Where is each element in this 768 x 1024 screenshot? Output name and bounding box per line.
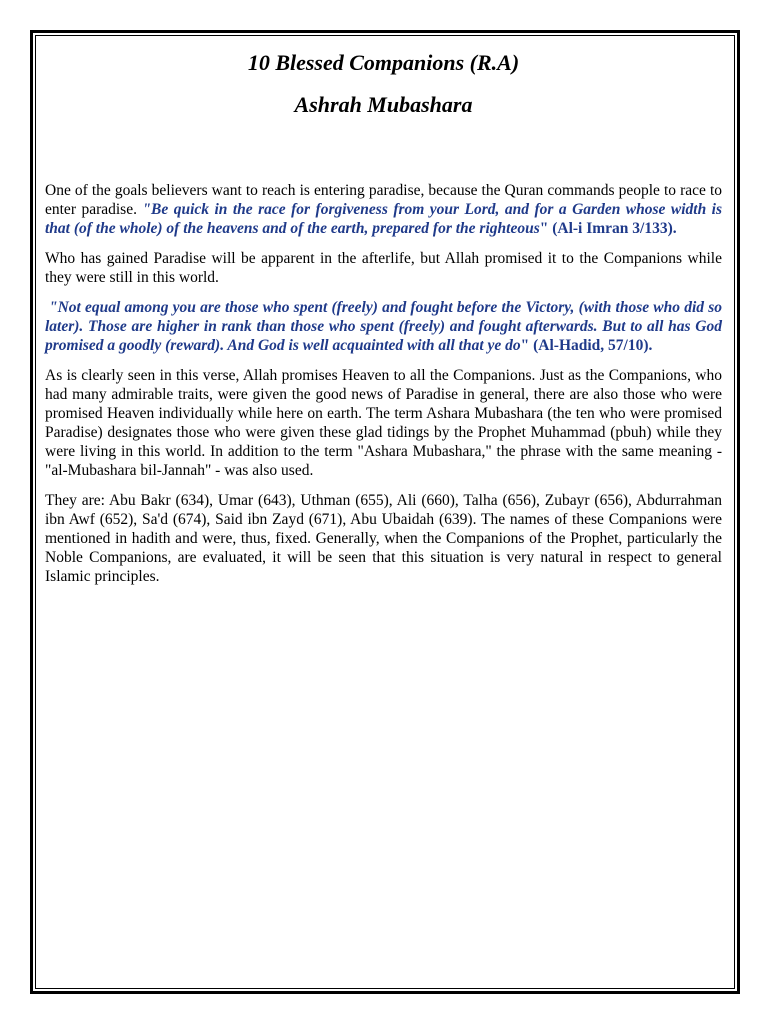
- paragraph-hadid-quote: [45, 298, 722, 355]
- document-paragraphs: [45, 181, 722, 586]
- document-subtitle: Ashrah Mubashara: [294, 92, 473, 117]
- paragraph-intro: [45, 181, 722, 238]
- paragraph-companions-list: They are: Abu Bakr (634), Umar (643), Uthman (655), Ali (660), Talha (656), Zubayr (656), Abdurrahman ibn Awf (652), Sa'd (674), Said ibn Zayd (671), Abu Ubaidah (639). The names of these Companions were mentioned in hadith and were, thus, fixed. Generally, when the Companions of the Prophet, particularly the Noble Companions, are evaluated, it will be seen that this situation is very natural in respect to general Islamic principles.: [45, 492, 722, 585]
- document-title: 10 Blessed Companions (R.A): [247, 50, 520, 75]
- document-body: [45, 48, 722, 597]
- paragraph-ashara-mubashara: As is clearly seen in this verse, Allah promises Heaven to all the Companions. Just as the Companions, who had many admirable traits, were given the good news of Paradise in general, there are also those who were promised Heaven individually while here on earth. The term Ashara Mubashara (the ten who were promised Paradise) designates those who were given these glad tidings by the Prophet Muhammad (pbuh) while they were living in this world. In addition to the term "Ashara Mubashara," the phrase with the same meaning - "al-Mubashara bil-Jannah" - was also used.: [45, 367, 722, 479]
- paragraph-paradise: Who has gained Paradise will be apparent in the afterlife, but Allah promised it to the Companions while they were still in this world.: [45, 250, 722, 286]
- quran-reference-hadid: " (Al-Hadid, 57/10).: [520, 337, 653, 354]
- paragraph-intro-text: One of the goals believers want to reach is entering paradise, because the Quran commands people to race to enter paradise.: [45, 182, 722, 218]
- quran-quote-hadid: "Not equal among you are those who spent (freely) and fought before the Victory, (with those who did so later). Those are higher in rank than those who spent (freely) and fought afterwards. But to all has God promised a goodly (reward). And God is well acquainted with all that ye do: [45, 299, 722, 354]
- quran-reference-imran: " (Al-i Imran 3/133).: [539, 220, 677, 237]
- quran-quote-imran: "Be quick in the race for forgiveness from your Lord, and for a Garden whose width is that (of the whole) of the heavens and of the earth, prepared for the righteous: [45, 201, 722, 237]
